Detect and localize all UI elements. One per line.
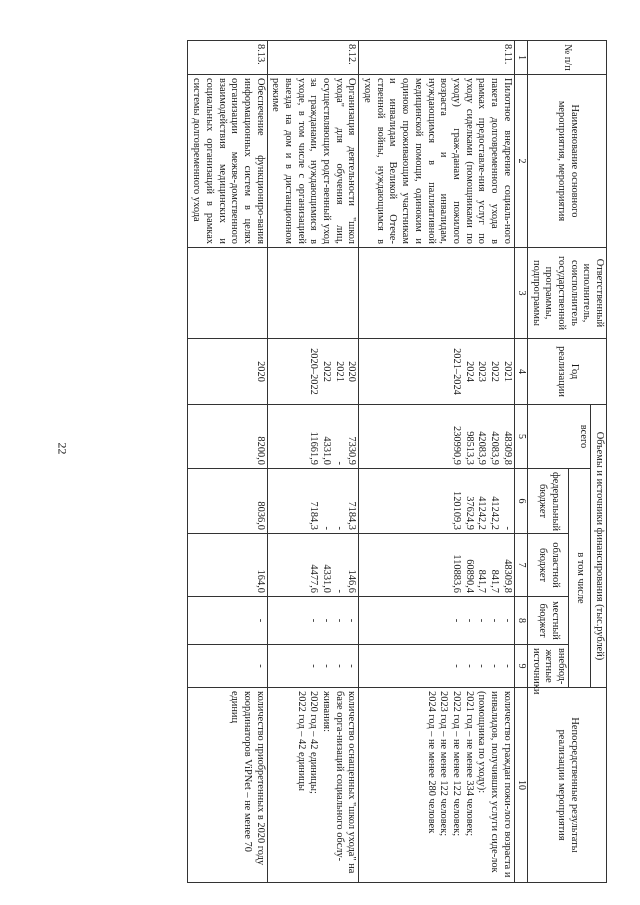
- header-name: Наименование основного мероприятия, мероприятия: [527, 75, 606, 248]
- measure-name: Обеспечение функциониро-вания информационных систем в целях организации межве-домственного взаимодействия медицинских и социальных организаций в рамках системы долговременного ухода: [188, 75, 267, 248]
- measure-name: Организация деятельности "школ ухода" для обучения лиц, осуществляющих родст-венный уход за гражданами, нуждающимися в уходе, в том числе с организацией выезда на дом и в дистанционном режиме: [267, 75, 359, 248]
- responsible: [359, 248, 514, 339]
- regional-amount: 146,6 - 4331,0 4477,6: [267, 534, 359, 597]
- total-amount: 48309,8 42083,9 42083,9 98513,3 230990,9: [359, 405, 514, 469]
- row-number: 8.12.: [267, 41, 359, 75]
- col-number: 6: [514, 469, 527, 534]
- header-local: местный бюджет: [527, 597, 568, 645]
- federal-amount: - 41242,2 41242,2 37624,9 120109,3: [359, 469, 514, 534]
- col-number: 1: [514, 41, 527, 75]
- total-amount: 8200,0: [188, 405, 267, 469]
- header-number: № п/п: [527, 41, 606, 75]
- header-including: в том числе: [568, 469, 590, 688]
- column-numbers-row: [514, 41, 527, 883]
- regional-amount: 164,0: [188, 534, 267, 597]
- responsible: [267, 248, 359, 339]
- col-number: 8: [514, 597, 527, 645]
- header-total: всего: [527, 405, 590, 469]
- extra-amount: -: [188, 645, 267, 688]
- header-year: Год реализации: [527, 339, 606, 405]
- local-amount: -: [188, 597, 267, 645]
- years: 2020: [188, 339, 267, 405]
- row-number: 8.13.: [188, 41, 267, 75]
- results: количество граждан пожи-лого возраста и инвалидов, получивших услуги сиде-лок (помощника по уходу): 2021 год – не менее 334 человек; 2022 год – не менее 122 человек; 2023 год – не менее 122 человек; 2024 год – не менее 280 человек: [359, 688, 514, 883]
- header-finance: Объемы и источники финансирования (тыс.рублей): [591, 405, 607, 688]
- row-number: 8.11.: [359, 41, 514, 75]
- table-row: [359, 41, 514, 883]
- table-row: [188, 41, 267, 883]
- col-number: 4: [514, 339, 527, 405]
- federal-amount: 7184,3 - - 7184,3: [267, 469, 359, 534]
- col-number: 2: [514, 75, 527, 248]
- header-federal: федеральный бюджет: [527, 469, 568, 534]
- col-number: 3: [514, 248, 527, 339]
- federal-amount: 8036,0: [188, 469, 267, 534]
- local-amount: - - - -: [267, 597, 359, 645]
- years: 2021 2022 2023 2024 2021–2024: [359, 339, 514, 405]
- results: количество оснащенных "школ ухода" на базе орга-низаций социального обслу-живания: 2020 год – 42 единицы; 2022 год – 42 единицы: [267, 688, 359, 883]
- header-results: Непосредственные результаты реализации мероприятия: [527, 688, 606, 883]
- header-extra: внебюд-жетные источники: [527, 645, 568, 688]
- table-row: [267, 41, 359, 883]
- measure-name: Пилотное внедрение социаль-ного пакета долговременного ухода в рамках предоставле-ния услуг по уходу сиделками (помощниками по уходу) граж-данам пожилого возраста и инвалидам, нуждающимся в паллиативной медицинской помощи, одиноким и одиноко проживающим участникам и инвалидам Великой Отече-ственной войны, нуждающимся в уходе: [359, 75, 514, 248]
- responsible: [188, 248, 267, 339]
- col-number: 10: [514, 688, 527, 883]
- header-responsible: Ответственный исполнитель, соисполнитель государственной программы, подпрограммы: [527, 248, 606, 339]
- program-measures-table: [188, 40, 608, 883]
- years: 2020 2021 2022 2020–2022: [267, 339, 359, 405]
- page-number: 22: [55, 442, 70, 455]
- extra-amount: - - - - -: [359, 645, 514, 688]
- results: количество приобретенных в 2020 году координаторов ViPNet – не менее 70 единиц: [188, 688, 267, 883]
- col-number: 7: [514, 534, 527, 597]
- col-number: 5: [514, 405, 527, 469]
- col-number: 9: [514, 645, 527, 688]
- total-amount: 7330,9 - 4331,0 11661,9: [267, 405, 359, 469]
- local-amount: - - - - -: [359, 597, 514, 645]
- extra-amount: - - - -: [267, 645, 359, 688]
- header-regional: областной бюджет: [527, 534, 568, 597]
- regional-amount: 48309,8 841,7 841,7 60890,4 110883,6: [359, 534, 514, 597]
